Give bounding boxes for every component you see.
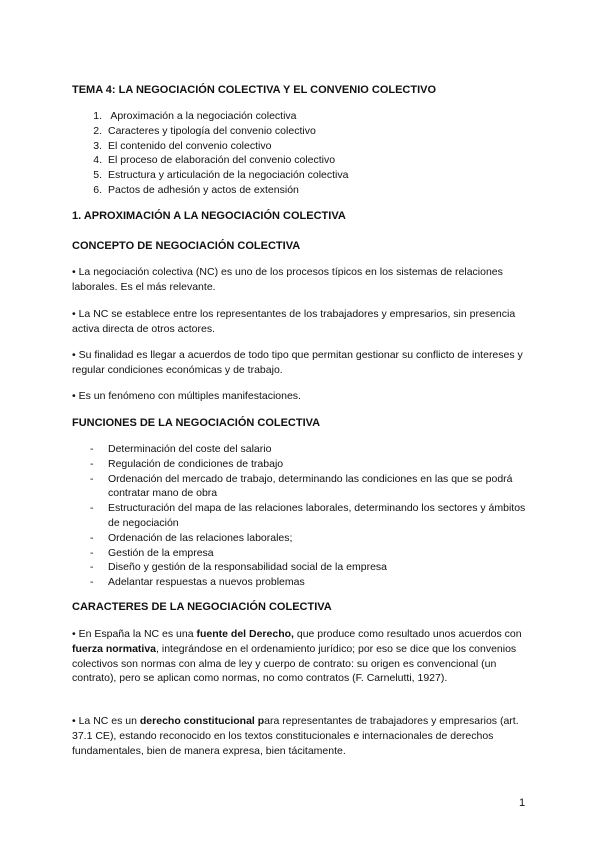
toc-text: El contenido del convenio colectivo [108, 139, 272, 152]
text-run: que produce como resultado unos acuerdos con [293, 628, 522, 640]
list-item [72, 531, 532, 546]
toc-item [72, 183, 348, 198]
toc-text: Caracteres y tipología del convenio colectivo [108, 124, 316, 137]
page-number: 1 [519, 797, 526, 809]
list-dash: - [90, 502, 94, 515]
toc-item [72, 153, 348, 168]
toc-text: Estructura y articulación de la negociación colectiva [108, 169, 349, 182]
concepto-paragraph: • Su finalidad es llegar a acuerdos de todo tipo que permitan gestionar su conflicto de intereses y regular condiciones económicas y de trabajo. [72, 349, 523, 376]
list-item-text: Ordenación de las relaciones laborales; [108, 531, 293, 544]
list-dash: - [90, 472, 94, 485]
toc-number: 1. [93, 110, 102, 122]
list-item-text: Estructuración del mapa de las relaciones laborales, determinando los sectores y ámbitos de negociación [108, 502, 526, 529]
list-item-text: Adelantar respuestas a nuevos problemas [108, 576, 305, 589]
funciones-list [72, 442, 532, 590]
toc-item [72, 139, 348, 154]
text-run: • En España la NC es una [72, 628, 197, 640]
text-run: ara representantes de trabajadores y empresarios (art. 37.1 CE), estando reconocido en los textos constitucionales e internacionales de derechos fundamentales, bien de manera expresa, bien tácitamente. [72, 715, 519, 757]
caracteres-paragraph [72, 627, 532, 686]
list-item-text: Determinación del coste del salario [108, 443, 272, 455]
funciones-heading: FUNCIONES DE LA NEGOCIACIÓN COLECTIVA [72, 417, 321, 429]
toc-item [72, 168, 348, 183]
text-run: • La NC es un [72, 715, 140, 727]
toc-text: El proceso de elaboración del convenio colectivo [108, 154, 336, 167]
list-dash: - [90, 576, 94, 589]
list-item [72, 501, 532, 531]
list-dash: - [90, 546, 94, 559]
list-item-text: Ordenación del mercado de trabajo, determinando las condiciones en las que se podrá contratar mano de obra [108, 472, 513, 500]
toc-number: 4. [93, 154, 102, 167]
caracteres-paragraph [72, 714, 532, 758]
list-dash: - [90, 531, 94, 544]
document-title: TEMA 4: LA NEGOCIACIÓN COLECTIVA Y EL CONVENIO COLECTIVO [72, 84, 437, 96]
list-dash: - [90, 443, 94, 455]
concepto-paragraph: • Es un fenómeno con múltiples manifestaciones. [72, 390, 301, 402]
toc-text: Pactos de adhesión y actos de extensión [108, 183, 299, 196]
section-heading: 1. APROXIMACIÓN A LA NEGOCIACIÓN COLECTIVA [72, 210, 346, 222]
bold-term: fuerza normativa [72, 642, 157, 655]
concepto-paragraph: • La negociación colectiva (NC) es uno de los procesos típicos en los sistemas de relaciones laborales. Es el más relevante. [72, 266, 503, 293]
bold-term: fuente del Derecho, [196, 628, 294, 640]
toc-text: Aproximación a la negociación colectiva [108, 110, 297, 122]
bold-term: derecho constitucional p [139, 715, 265, 727]
list-dash: - [90, 561, 94, 574]
concepto-paragraph: • La NC se establece entre los representantes de los trabajadores y empresarios, sin presencia activa directa de otros actores. [72, 308, 516, 335]
list-item-text: Gestión de la empresa [108, 546, 214, 559]
toc-number: 6. [93, 183, 102, 196]
toc-number: 3. [93, 139, 102, 152]
concepto-heading: CONCEPTO DE NEGOCIACIÓN COLECTIVA [72, 240, 301, 252]
toc-item [72, 109, 348, 124]
list-item [72, 575, 532, 590]
list-item [72, 546, 532, 561]
list-item-text: Diseño y gestión de la responsabilidad social de la empresa [108, 561, 387, 574]
list-dash: - [90, 457, 94, 470]
toc-number: 5. [93, 169, 102, 182]
toc-number: 2. [93, 124, 102, 137]
list-item-text: Regulación de condiciones de trabajo [108, 457, 284, 470]
list-item [72, 457, 532, 472]
toc-item [72, 124, 348, 139]
table-of-contents [72, 109, 348, 198]
list-item [72, 560, 532, 575]
list-item [72, 472, 532, 502]
text-run: , integrándose en el ordenamiento jurídico; por eso se dice que los convenios colectivos son normas con alma de ley y cuerpo de contrato: su origen es convencional (un contrato), pero se aplican como normas, no como contratos (F. Carnelutti, 1927). [72, 642, 517, 685]
caracteres-heading: CARACTERES DE LA NEGOCIACIÓN COLECTIVA [72, 601, 332, 613]
list-item [72, 442, 532, 457]
